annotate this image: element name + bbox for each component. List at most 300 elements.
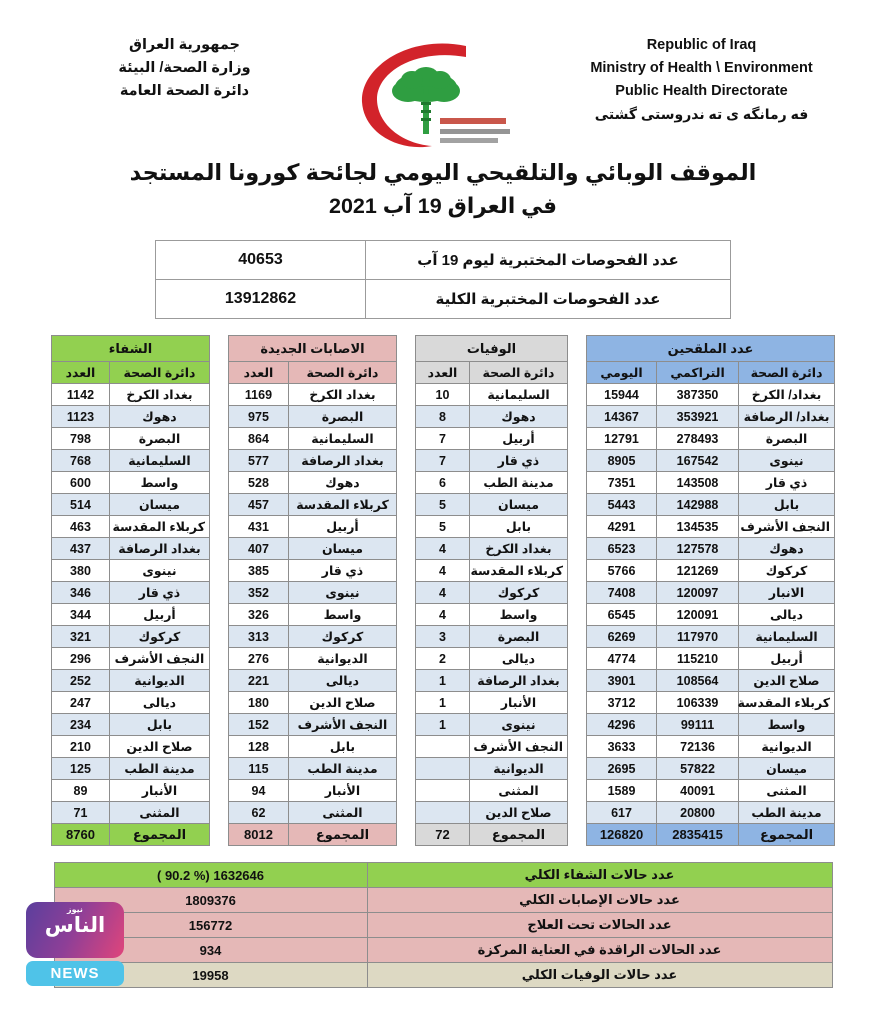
count-value: 768 bbox=[51, 450, 109, 472]
table-row bbox=[587, 736, 835, 758]
count-value: 321 bbox=[51, 626, 109, 648]
daily-value: 7408 bbox=[587, 582, 657, 604]
table-row bbox=[51, 670, 209, 692]
health-department-name: البصرة bbox=[470, 626, 568, 648]
count-value: 62 bbox=[228, 802, 288, 824]
count-value: 152 bbox=[228, 714, 288, 736]
table-row bbox=[415, 472, 567, 494]
health-department-name: النجف الأشرف bbox=[288, 714, 396, 736]
daily-value: 617 bbox=[587, 802, 657, 824]
document-title-line-1: الموقف الوبائي والتلقيحي اليومي لجائحة كورونا المستجد bbox=[129, 160, 757, 185]
count-value bbox=[415, 802, 469, 824]
table-row bbox=[415, 670, 567, 692]
table-row bbox=[228, 428, 396, 450]
table-total-row bbox=[228, 824, 396, 846]
count-value: 326 bbox=[228, 604, 288, 626]
cumulative-value: 142988 bbox=[657, 494, 739, 516]
health-department-name: كربلاء المقدسة bbox=[739, 692, 835, 714]
watermark-brand-arabic: الناس bbox=[44, 914, 106, 937]
cumulative-value: 40091 bbox=[657, 780, 739, 802]
table-row bbox=[228, 736, 396, 758]
daily-value: 12791 bbox=[587, 428, 657, 450]
count-value: 5 bbox=[415, 494, 469, 516]
health-department-name: أربيل bbox=[109, 604, 209, 626]
table-row bbox=[54, 938, 832, 963]
table-row bbox=[51, 472, 209, 494]
summary-label: عدد حالات الوفيات الكلي bbox=[367, 963, 832, 988]
table-row bbox=[51, 538, 209, 560]
national-summary-body bbox=[54, 863, 832, 988]
count-value: 431 bbox=[228, 516, 288, 538]
recoveries-table-body bbox=[51, 384, 209, 846]
table-row bbox=[156, 280, 731, 319]
health-department-name: صلاح الدين bbox=[288, 692, 396, 714]
health-department-name: الديوانية bbox=[288, 648, 396, 670]
table-row bbox=[54, 913, 832, 938]
count-value bbox=[415, 758, 469, 780]
health-department-name: دهوك bbox=[109, 406, 209, 428]
count-value: 1 bbox=[415, 714, 469, 736]
table-row bbox=[54, 863, 832, 888]
count-value: 234 bbox=[51, 714, 109, 736]
daily-value: 6545 bbox=[587, 604, 657, 626]
table-row bbox=[587, 494, 835, 516]
table-row bbox=[587, 560, 835, 582]
watermark-brand-sub: نيوز bbox=[67, 905, 83, 914]
table-row bbox=[228, 384, 396, 406]
table-total-row bbox=[51, 824, 209, 846]
total-count-value: 72 bbox=[415, 824, 469, 846]
health-department-name: ذي قار bbox=[739, 472, 835, 494]
health-department-name: ميسان bbox=[109, 494, 209, 516]
new-cases-col-health-dept: دائرة الصحة bbox=[288, 362, 396, 384]
total-tests-value: 13912862 bbox=[156, 280, 366, 319]
table-row bbox=[415, 648, 567, 670]
summary-label: عدد حالات الشفاء الكلي bbox=[367, 863, 832, 888]
daily-value: 4291 bbox=[587, 516, 657, 538]
cumulative-value: 121269 bbox=[657, 560, 739, 582]
health-department-name: صلاح الدين bbox=[109, 736, 209, 758]
document-title bbox=[0, 156, 886, 222]
health-department-name: ميسان bbox=[470, 494, 568, 516]
table-row bbox=[51, 714, 209, 736]
daily-value: 5443 bbox=[587, 494, 657, 516]
count-value bbox=[415, 780, 469, 802]
masthead-english bbox=[569, 34, 834, 125]
health-department-name: بابل bbox=[739, 494, 835, 516]
count-value: 1142 bbox=[51, 384, 109, 406]
count-value: 1123 bbox=[51, 406, 109, 428]
cumulative-value: 57822 bbox=[657, 758, 739, 780]
count-value: 8 bbox=[415, 406, 469, 428]
table-row bbox=[415, 780, 567, 802]
table-row bbox=[415, 758, 567, 780]
count-value: 4 bbox=[415, 604, 469, 626]
table-row bbox=[228, 714, 396, 736]
health-department-name: بغداد الكرخ bbox=[470, 538, 568, 560]
health-department-name: ذي قار bbox=[288, 560, 396, 582]
health-department-name: المثنى bbox=[109, 802, 209, 824]
table-row bbox=[587, 428, 835, 450]
count-value: 463 bbox=[51, 516, 109, 538]
cumulative-value: 353921 bbox=[657, 406, 739, 428]
table-row bbox=[51, 516, 209, 538]
new-cases-table-title: الاصابات الجديدة bbox=[228, 336, 396, 362]
table-row bbox=[587, 758, 835, 780]
health-department-name: الأنبار bbox=[470, 692, 568, 714]
health-department-name: النجف الأشرف bbox=[109, 648, 209, 670]
table-row bbox=[51, 736, 209, 758]
health-department-name: السليمانية bbox=[109, 450, 209, 472]
table-row bbox=[51, 384, 209, 406]
daily-value: 15944 bbox=[587, 384, 657, 406]
health-department-name: الأنبار bbox=[109, 780, 209, 802]
table-row bbox=[587, 384, 835, 406]
masthead-english-line-2: Ministry of Health \ Environment bbox=[590, 59, 813, 76]
daily-value: 3633 bbox=[587, 736, 657, 758]
deaths-col-health-dept: دائرة الصحة bbox=[470, 362, 568, 384]
table-row bbox=[228, 626, 396, 648]
count-value: 125 bbox=[51, 758, 109, 780]
health-department-name: ديالى bbox=[288, 670, 396, 692]
total-label: المجموع bbox=[739, 824, 835, 846]
masthead-arabic-line-3: دائرة الصحة العامة bbox=[119, 82, 250, 99]
summary-value: 934 bbox=[54, 938, 367, 963]
health-department-name: بغداد الرصافة bbox=[470, 670, 568, 692]
daily-value: 1589 bbox=[587, 780, 657, 802]
health-department-name: كربلاء المقدسة bbox=[288, 494, 396, 516]
table-row bbox=[54, 963, 832, 988]
masthead-english-line-1: Republic of Iraq bbox=[646, 37, 757, 53]
count-value: 600 bbox=[51, 472, 109, 494]
table-row bbox=[415, 516, 567, 538]
health-department-name: كربلاء المقدسة bbox=[109, 516, 209, 538]
count-value: 437 bbox=[51, 538, 109, 560]
table-row bbox=[228, 582, 396, 604]
masthead-arabic-line-2: وزارة الصحة/ البيئة bbox=[118, 59, 251, 76]
count-value: 128 bbox=[228, 736, 288, 758]
summary-label: عدد الحالات تحت العلاج bbox=[367, 913, 832, 938]
daily-value: 4774 bbox=[587, 648, 657, 670]
total-tests-label: عدد الفحوصات المختبرية الكلية bbox=[366, 280, 731, 319]
health-department-name: بغداد الكرخ bbox=[109, 384, 209, 406]
health-department-name: البصرة bbox=[739, 428, 835, 450]
count-value: 1169 bbox=[228, 384, 288, 406]
count-value: 1 bbox=[415, 670, 469, 692]
masthead-english-line-3: Public Health Directorate bbox=[615, 82, 788, 99]
health-department-name: المثنى bbox=[470, 780, 568, 802]
table-row bbox=[51, 626, 209, 648]
watermark-brand-english: NEWS bbox=[26, 961, 124, 986]
health-department-name: ديالى bbox=[739, 604, 835, 626]
health-department-name: دهوك bbox=[470, 406, 568, 428]
cumulative-value: 106339 bbox=[657, 692, 739, 714]
health-department-name: كركوك bbox=[739, 560, 835, 582]
health-department-name: البصرة bbox=[109, 428, 209, 450]
daily-value: 4296 bbox=[587, 714, 657, 736]
table-row bbox=[415, 802, 567, 824]
vaccinated-col-health-dept: دائرة الصحة bbox=[739, 362, 835, 384]
table-row bbox=[228, 802, 396, 824]
health-department-name: السليمانية bbox=[470, 384, 568, 406]
table-row bbox=[587, 714, 835, 736]
table-row bbox=[228, 516, 396, 538]
table-row bbox=[228, 758, 396, 780]
count-value: 352 bbox=[228, 582, 288, 604]
new-cases-table bbox=[228, 335, 397, 846]
table-row bbox=[228, 560, 396, 582]
table-row bbox=[51, 758, 209, 780]
ministry-of-health-logo bbox=[348, 30, 538, 155]
table-row bbox=[587, 648, 835, 670]
table-row bbox=[228, 648, 396, 670]
count-value: 296 bbox=[51, 648, 109, 670]
daily-value: 2695 bbox=[587, 758, 657, 780]
table-row bbox=[51, 428, 209, 450]
health-department-name: بغداد الرصافة bbox=[288, 450, 396, 472]
national-summary-table bbox=[54, 862, 833, 988]
daily-value: 14367 bbox=[587, 406, 657, 428]
cumulative-value: 108564 bbox=[657, 670, 739, 692]
health-department-name: الديوانية bbox=[470, 758, 568, 780]
deaths-table bbox=[415, 335, 568, 846]
cumulative-value: 120091 bbox=[657, 604, 739, 626]
table-total-row bbox=[415, 824, 567, 846]
health-department-name: أربيل bbox=[288, 516, 396, 538]
count-value: 252 bbox=[51, 670, 109, 692]
health-department-name: واسط bbox=[288, 604, 396, 626]
table-row bbox=[587, 516, 835, 538]
table-row bbox=[587, 472, 835, 494]
summary-value: 19958 bbox=[54, 963, 367, 988]
table-row bbox=[228, 670, 396, 692]
masthead bbox=[0, 0, 886, 150]
cumulative-value: 278493 bbox=[657, 428, 739, 450]
health-department-name: كركوك bbox=[470, 582, 568, 604]
summary-label: عدد الحالات الراقدة في العناية المركزة bbox=[367, 938, 832, 963]
count-value: 457 bbox=[228, 494, 288, 516]
daily-value: 7351 bbox=[587, 472, 657, 494]
health-department-name: بغداد/ الكرخ bbox=[739, 384, 835, 406]
table-row bbox=[587, 582, 835, 604]
health-department-name: واسط bbox=[739, 714, 835, 736]
health-department-name: واسط bbox=[109, 472, 209, 494]
count-value: 89 bbox=[51, 780, 109, 802]
count-value: 313 bbox=[228, 626, 288, 648]
health-department-name: ذي قار bbox=[109, 582, 209, 604]
daily-value: 3712 bbox=[587, 692, 657, 714]
vaccinated-col-daily: اليومي bbox=[587, 362, 657, 384]
document-title-line-2: في العراق 19 آب 2021 bbox=[328, 193, 557, 218]
table-row bbox=[51, 560, 209, 582]
count-value: 4 bbox=[415, 582, 469, 604]
daily-tests-label: عدد الفحوصات المختبرية ليوم 19 آب bbox=[366, 241, 731, 280]
table-row bbox=[54, 888, 832, 913]
vaccinated-table-title: عدد الملقحين bbox=[587, 336, 835, 362]
health-department-name: بابل bbox=[109, 714, 209, 736]
table-row bbox=[415, 736, 567, 758]
total-label: المجموع bbox=[470, 824, 568, 846]
table-row bbox=[228, 538, 396, 560]
health-department-name: السليمانية bbox=[288, 428, 396, 450]
health-department-name: الديوانية bbox=[739, 736, 835, 758]
table-row bbox=[415, 406, 567, 428]
cumulative-value: 127578 bbox=[657, 538, 739, 560]
health-department-name: بغداد الرصافة bbox=[109, 538, 209, 560]
health-department-name: بغداد/ الرصافة bbox=[739, 406, 835, 428]
count-value: 6 bbox=[415, 472, 469, 494]
summary-label: عدد حالات الإصابات الكلي bbox=[367, 888, 832, 913]
table-row bbox=[415, 384, 567, 406]
summary-value: 156772 bbox=[54, 913, 367, 938]
health-department-name: دهوك bbox=[288, 472, 396, 494]
health-department-name: الأنبار bbox=[288, 780, 396, 802]
count-value: 94 bbox=[228, 780, 288, 802]
table-row bbox=[587, 450, 835, 472]
cumulative-value: 143508 bbox=[657, 472, 739, 494]
health-department-name: البصرة bbox=[288, 406, 396, 428]
health-department-name: السليمانية bbox=[739, 626, 835, 648]
daily-value: 6523 bbox=[587, 538, 657, 560]
health-department-name: المثنى bbox=[288, 802, 396, 824]
table-row bbox=[587, 406, 835, 428]
vaccinated-col-cumulative: التراكمي bbox=[657, 362, 739, 384]
health-department-name: مدينة الطب bbox=[109, 758, 209, 780]
total-cumulative-value: 2835415 bbox=[657, 824, 739, 846]
count-value: 221 bbox=[228, 670, 288, 692]
count-value: 346 bbox=[51, 582, 109, 604]
health-department-name: بغداد الكرخ bbox=[288, 384, 396, 406]
table-row bbox=[51, 450, 209, 472]
table-row bbox=[415, 714, 567, 736]
total-daily-value: 126820 bbox=[587, 824, 657, 846]
table-row bbox=[415, 604, 567, 626]
total-count-value: 8760 bbox=[51, 824, 109, 846]
count-value: 385 bbox=[228, 560, 288, 582]
daily-value: 3901 bbox=[587, 670, 657, 692]
health-department-name: المثنى bbox=[739, 780, 835, 802]
new-cases-table-body bbox=[228, 384, 396, 846]
health-department-name: نينوى bbox=[470, 714, 568, 736]
summary-value: 1809376 bbox=[54, 888, 367, 913]
health-department-name: أربيل bbox=[470, 428, 568, 450]
masthead-arabic-line-1: جمهورية العراق bbox=[128, 37, 240, 53]
health-department-name: الديوانية bbox=[109, 670, 209, 692]
count-value: 380 bbox=[51, 560, 109, 582]
table-row bbox=[228, 472, 396, 494]
table-row bbox=[415, 560, 567, 582]
health-department-name: ديالى bbox=[470, 648, 568, 670]
table-row bbox=[415, 692, 567, 714]
cumulative-value: 134535 bbox=[657, 516, 739, 538]
table-row bbox=[587, 802, 835, 824]
table-row bbox=[415, 494, 567, 516]
total-count-value: 8012 bbox=[228, 824, 288, 846]
deaths-col-count: العدد bbox=[415, 362, 469, 384]
table-row bbox=[51, 582, 209, 604]
table-row bbox=[415, 428, 567, 450]
cumulative-value: 117970 bbox=[657, 626, 739, 648]
table-row bbox=[51, 780, 209, 802]
health-department-name: الانبار bbox=[739, 582, 835, 604]
count-value: 71 bbox=[51, 802, 109, 824]
health-department-name: ديالى bbox=[109, 692, 209, 714]
daily-value: 6269 bbox=[587, 626, 657, 648]
total-label: المجموع bbox=[109, 824, 209, 846]
count-value: 276 bbox=[228, 648, 288, 670]
table-row bbox=[228, 604, 396, 626]
count-value: 115 bbox=[228, 758, 288, 780]
total-label: المجموع bbox=[288, 824, 396, 846]
health-department-name: بابل bbox=[470, 516, 568, 538]
health-department-name: مدينة الطب bbox=[288, 758, 396, 780]
recoveries-table bbox=[51, 335, 210, 846]
health-department-name: مدينة الطب bbox=[739, 802, 835, 824]
summary-value: 1632646 (% 90.2 ) bbox=[54, 863, 367, 888]
health-department-name: ذي قار bbox=[470, 450, 568, 472]
count-value: 7 bbox=[415, 428, 469, 450]
count-value: 5 bbox=[415, 516, 469, 538]
count-value bbox=[415, 736, 469, 758]
cumulative-value: 20800 bbox=[657, 802, 739, 824]
health-department-name: كربلاء المقدسة bbox=[470, 560, 568, 582]
table-row bbox=[415, 626, 567, 648]
recoveries-col-count: العدد bbox=[51, 362, 109, 384]
table-row bbox=[51, 648, 209, 670]
lab-tests-table bbox=[155, 240, 731, 319]
table-row bbox=[587, 780, 835, 802]
cumulative-value: 387350 bbox=[657, 384, 739, 406]
health-department-name: النجف الأشرف bbox=[739, 516, 835, 538]
count-value: 1 bbox=[415, 692, 469, 714]
masthead-kurdish-line: فه رمانگه ی ته ندروستی گشتی bbox=[594, 105, 809, 122]
table-row bbox=[228, 494, 396, 516]
vaccinated-table bbox=[586, 335, 835, 846]
health-department-name: أربيل bbox=[739, 648, 835, 670]
count-value: 4 bbox=[415, 560, 469, 582]
health-department-name: ميسان bbox=[739, 758, 835, 780]
count-value: 514 bbox=[51, 494, 109, 516]
health-department-name: نينوى bbox=[109, 560, 209, 582]
table-row bbox=[415, 538, 567, 560]
table-total-row bbox=[587, 824, 835, 846]
table-row bbox=[587, 538, 835, 560]
cumulative-value: 167542 bbox=[657, 450, 739, 472]
deaths-table-body bbox=[415, 384, 567, 846]
vaccinated-table-body bbox=[587, 384, 835, 846]
count-value: 7 bbox=[415, 450, 469, 472]
cumulative-value: 120097 bbox=[657, 582, 739, 604]
health-department-name: دهوك bbox=[739, 538, 835, 560]
table-row bbox=[415, 450, 567, 472]
table-row bbox=[587, 692, 835, 714]
health-department-name: بابل bbox=[288, 736, 396, 758]
health-department-name: ميسان bbox=[288, 538, 396, 560]
table-row bbox=[51, 802, 209, 824]
recoveries-table-title: الشفاء bbox=[51, 336, 209, 362]
governorate-tables-row bbox=[0, 335, 886, 846]
health-department-name: كركوك bbox=[288, 626, 396, 648]
daily-value: 8905 bbox=[587, 450, 657, 472]
table-row bbox=[51, 692, 209, 714]
new-cases-col-count: العدد bbox=[228, 362, 288, 384]
table-row bbox=[228, 780, 396, 802]
count-value: 3 bbox=[415, 626, 469, 648]
count-value: 2 bbox=[415, 648, 469, 670]
health-department-name: صلاح الدين bbox=[739, 670, 835, 692]
count-value: 4 bbox=[415, 538, 469, 560]
daily-tests-value: 40653 bbox=[156, 241, 366, 280]
